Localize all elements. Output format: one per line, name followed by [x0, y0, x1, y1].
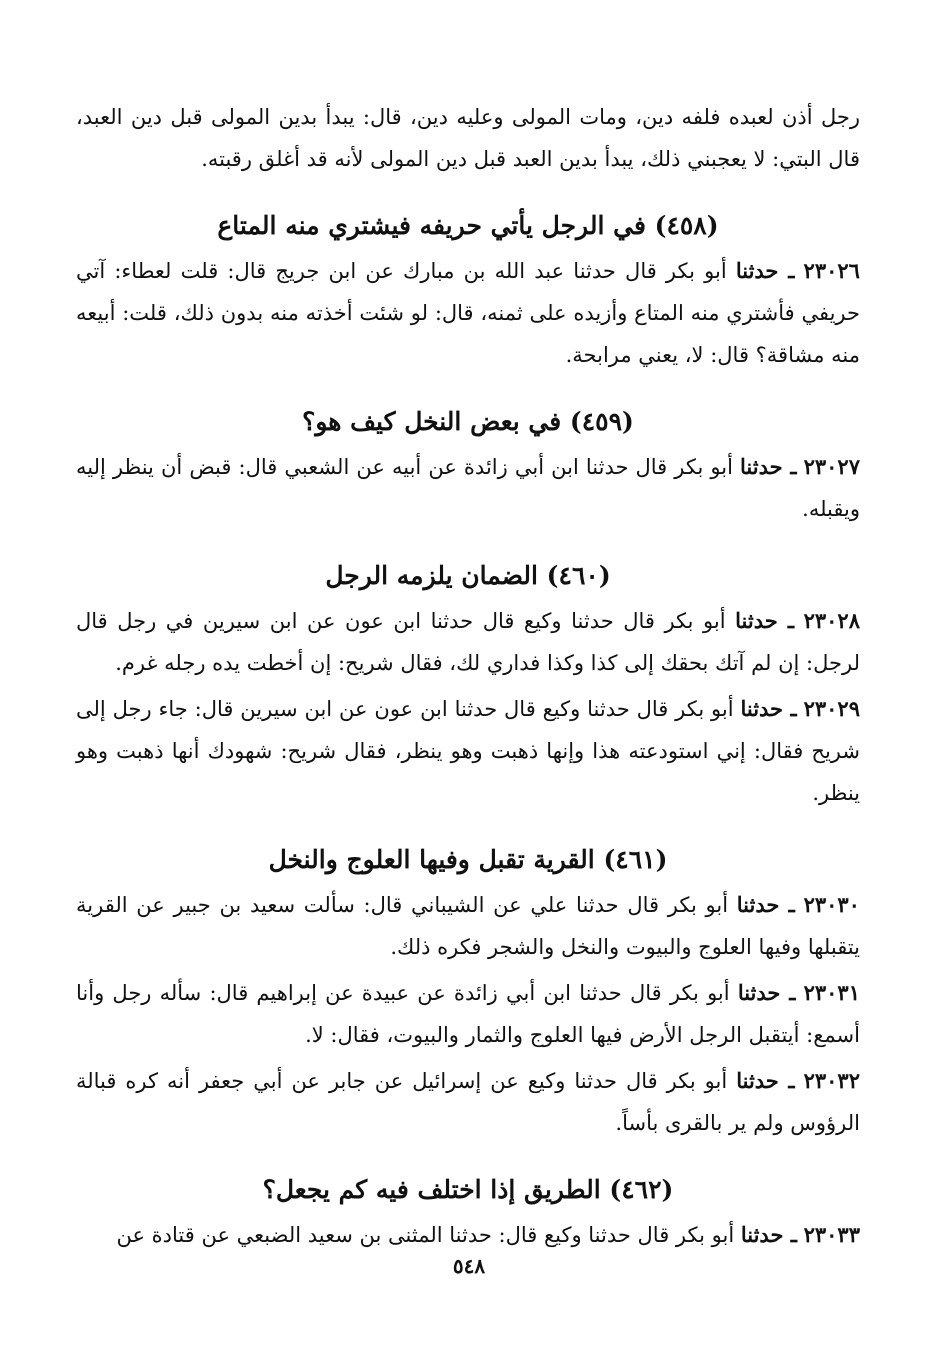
hadith-number: ٢٣٠٢٧ [803, 454, 860, 479]
section-460 [76, 556, 860, 814]
hadith-intro: ـ حدثنا [736, 892, 795, 917]
hadith-intro: ـ حدثنا [740, 454, 797, 479]
hadith-entry [76, 1214, 860, 1256]
hadith-text: أبو بكر قال حدثنا وكيع قال حدثنا ابن عون عن ابن سيرين قال: جاء رجل إلى شريح فقال: إني استودعته هذا وإنها ذهبت وهو ينظر، فقال شريح: شهودك أنها ذهبت وهو ينظر. [76, 697, 860, 805]
hadith-number: ٢٣٠٣١ [803, 980, 860, 1005]
hadith-entry [76, 600, 860, 684]
hadith-number: ٢٣٠٣٢ [803, 1068, 860, 1093]
page-number: ٥٤٨ [452, 1254, 486, 1278]
hadith-text: أبو بكر قال حدثنا ابن أبي زائدة عن أبيه عن الشعبي قال: قبض أن ينظر إليه ويقبله. [76, 455, 860, 521]
hadith-entry [76, 884, 860, 968]
hadith-intro: ـ حدثنا [740, 696, 797, 721]
hadith-number: ٢٣٠٢٩ [803, 696, 860, 721]
hadith-number: ٢٣٠٢٦ [803, 258, 860, 283]
hadith-intro: ـ حدثنا [736, 1068, 795, 1093]
hadith-number: ٢٣٠٣٣ [803, 1222, 860, 1247]
hadith-intro: ـ حدثنا [740, 1222, 797, 1247]
hadith-intro: ـ حدثنا [735, 258, 795, 283]
hadith-entry [76, 446, 860, 530]
section-459 [76, 402, 860, 530]
section-heading: (٤٦١) القرية تقبل وفيها العلوج والنخل [268, 845, 668, 874]
section-462 [76, 1170, 860, 1256]
text-column [76, 96, 860, 1256]
section-heading: (٤٦٠) الضمان يلزمه الرجل [325, 561, 611, 590]
hadith-number: ٢٣٠٣٠ [803, 892, 860, 917]
opening-paragraph: رجل أذن لعبده فلفه دين، ومات المولى وعليه دين، قال: يبدأ بدين المولى قبل دين العبد، قال البتي: لا يعجبني ذلك، يبدأ بدين العبد قبل دين المولى لأنه قد أغلق رقبته. [76, 105, 860, 171]
hadith-intro: ـ حدثنا [737, 980, 796, 1005]
hadith-text: أبو بكر قال حدثنا وكيع قال حدثنا ابن عون عن ابن سيرين في رجل قال لرجل: إن لم آتك بحقك إلى كذا وكذا فداري لك، فقال شريح: إن أخطت يده رجله غرم. [76, 609, 860, 675]
hadith-text: أبو بكر قال حدثنا ابن أبي زائدة عن عبيدة عن إبراهيم قال: سأله رجل وأنا أسمع: أيتقبل الرجل الأرض فيها العلوج والثمار والبيوت، فقال: لا. [76, 981, 860, 1047]
hadith-entry [76, 688, 860, 814]
section-heading: (٤٦٢) الطريق إذا اختلف فيه كم يجعل؟ [262, 1175, 674, 1204]
hadith-number: ٢٣٠٢٨ [803, 608, 860, 633]
hadith-text: أبو بكر قال حدثنا علي عن الشيباني قال: سألت سعيد بن جبير عن القرية يتقبلها وفيها العلوج والبيوت والنخل والشجر فكره ذلك. [76, 893, 860, 959]
section-heading: (٤٥٨) في الرجل يأتي حريفه فيشتري منه المتاع [217, 211, 719, 240]
hadith-text: أبو بكر قال حدثنا وكيع قال: حدثنا المثنى بن سعيد الضبعي عن قتادة عن [116, 1223, 735, 1247]
hadith-entry [76, 972, 860, 1056]
section-heading: (٤٥٩) في بعض النخل كيف هو؟ [302, 407, 634, 436]
hadith-text: أبو بكر قال حدثنا عبد الله بن مبارك عن ابن جريج قال: قلت لعطاء: آتي حريفي فأشتري منه المتاع وأزيده على ثمنه، قال: لو شئت أخذته منه بدون ذلك، قلت: أبيعه منه مشاقة؟ قال: لا، يعني مرابحة. [76, 259, 860, 367]
hadith-intro: ـ حدثنا [735, 608, 795, 633]
section-458 [76, 206, 860, 376]
hadith-entry [76, 1060, 860, 1144]
hadith-entry [76, 250, 860, 376]
section-461 [76, 840, 860, 1144]
hadith-text: أبو بكر قال حدثنا وكيع عن إسرائيل عن جابر عن أبي جعفر أنه كره قبالة الرؤوس ولم ير بالقرى بأساً. [76, 1069, 860, 1135]
